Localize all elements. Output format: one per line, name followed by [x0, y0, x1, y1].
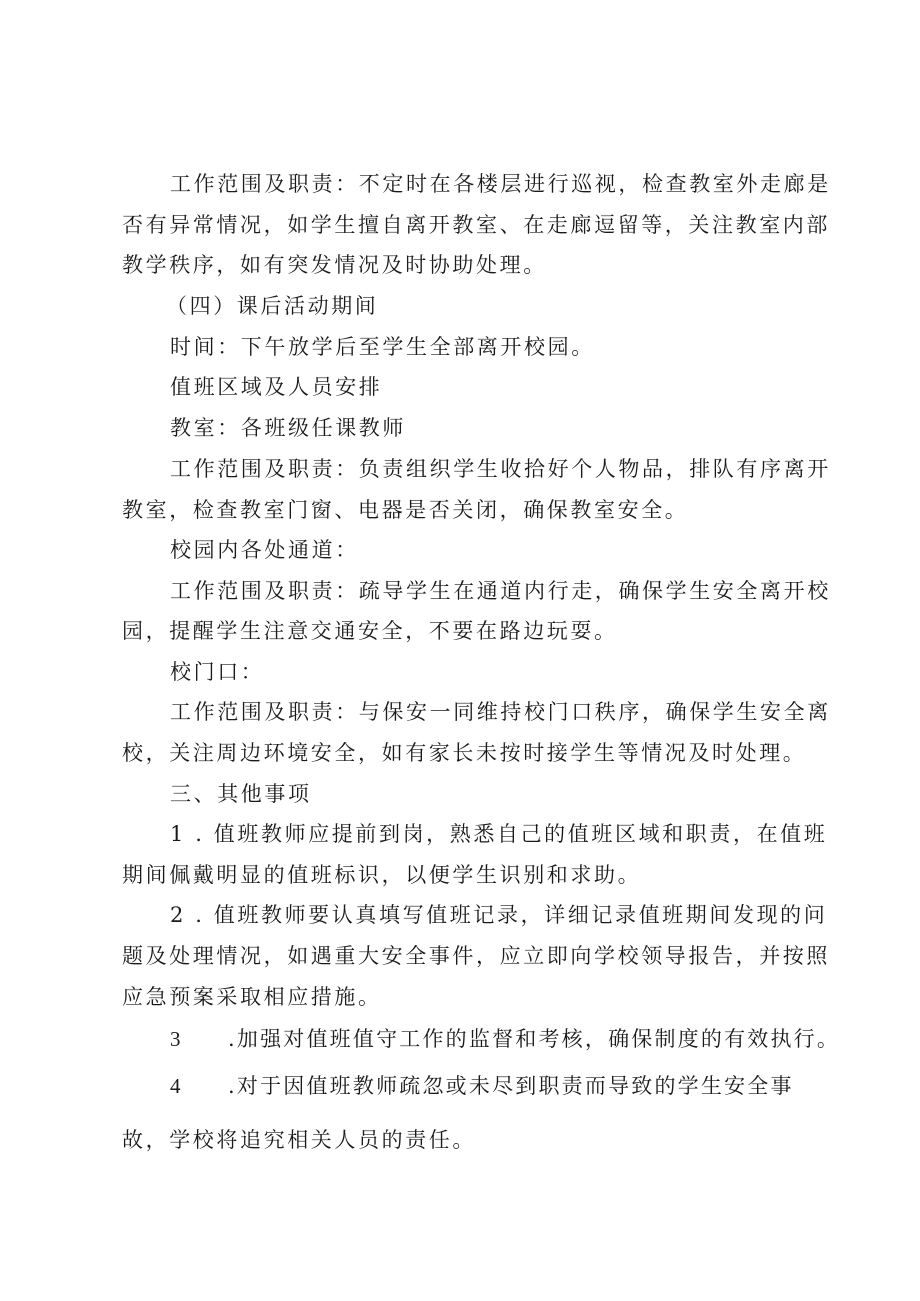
item2-line3: 应急预案采取相应措施。	[122, 985, 382, 1009]
para1-line2: 否有异常情况，如学生擅自离开教室、在走廊逗留等，关注教室内部	[122, 213, 830, 237]
item2-line1: 2 . 值班教师要认真填写值班记录，详细记录值班期间发现的问	[170, 903, 828, 927]
area-heading: 值班区域及人员安排	[170, 375, 383, 399]
time-line: 时间：下午放学后至学生全部离开校园。	[170, 335, 595, 359]
section3-heading: 三、其他事项	[170, 782, 312, 806]
para1-line3: 教学秩序，如有突发情况及时协助处理。	[122, 253, 547, 277]
section4-heading: （四）课后活动期间	[166, 294, 379, 318]
para4-line1: 工作范围及职责：与保安一同维持校门口秩序，确保学生安全离	[170, 700, 831, 724]
item1-line1: 1 . 值班教师应提前到岗，熟悉自己的值班区域和职责，在值班	[170, 822, 828, 846]
para3-line2: 园，提醒学生注意交通安全，不要在路边玩耍。	[122, 619, 618, 643]
item4-line2: 故，学校将追究相关人员的责任。	[122, 1128, 476, 1152]
item3-number: 3	[170, 1027, 181, 1051]
para3-line1: 工作范围及职责：疏导学生在通道内行走，确保学生安全离开校	[170, 579, 831, 603]
item2-line2: 题及处理情况，如遇重大安全事件，应立即向学校领导报告，并按照	[122, 944, 830, 968]
passage-heading: 校园内各处通道：	[170, 538, 359, 562]
para1-line1: 工作范围及职责：不定时在各楼层进行巡视，检查教室外走廊是	[170, 172, 831, 196]
gate-heading: 校门口：	[170, 660, 265, 684]
classroom-line: 教室：各班级任课教师	[170, 416, 406, 440]
para4-line2: 校，关注周边环境安全，如有家长未按时接学生等情况及时处理。	[122, 741, 807, 765]
item4-text: .对于因值班教师疏忽或未尽到职责而导致的学生安全事	[228, 1074, 794, 1098]
item4-number: 4	[170, 1074, 181, 1098]
para2-line1: 工作范围及职责：负责组织学生收拾好个人物品，排队有序离开	[170, 457, 831, 481]
item1-line2: 期间佩戴明显的值班标识，以便学生识别和求助。	[122, 863, 642, 887]
para2-line2: 教室，检查教室门窗、电器是否关闭，确保教室安全。	[122, 498, 689, 522]
item3-text: .加强对值班值守工作的监督和考核，确保制度的有效执行。	[228, 1027, 841, 1051]
